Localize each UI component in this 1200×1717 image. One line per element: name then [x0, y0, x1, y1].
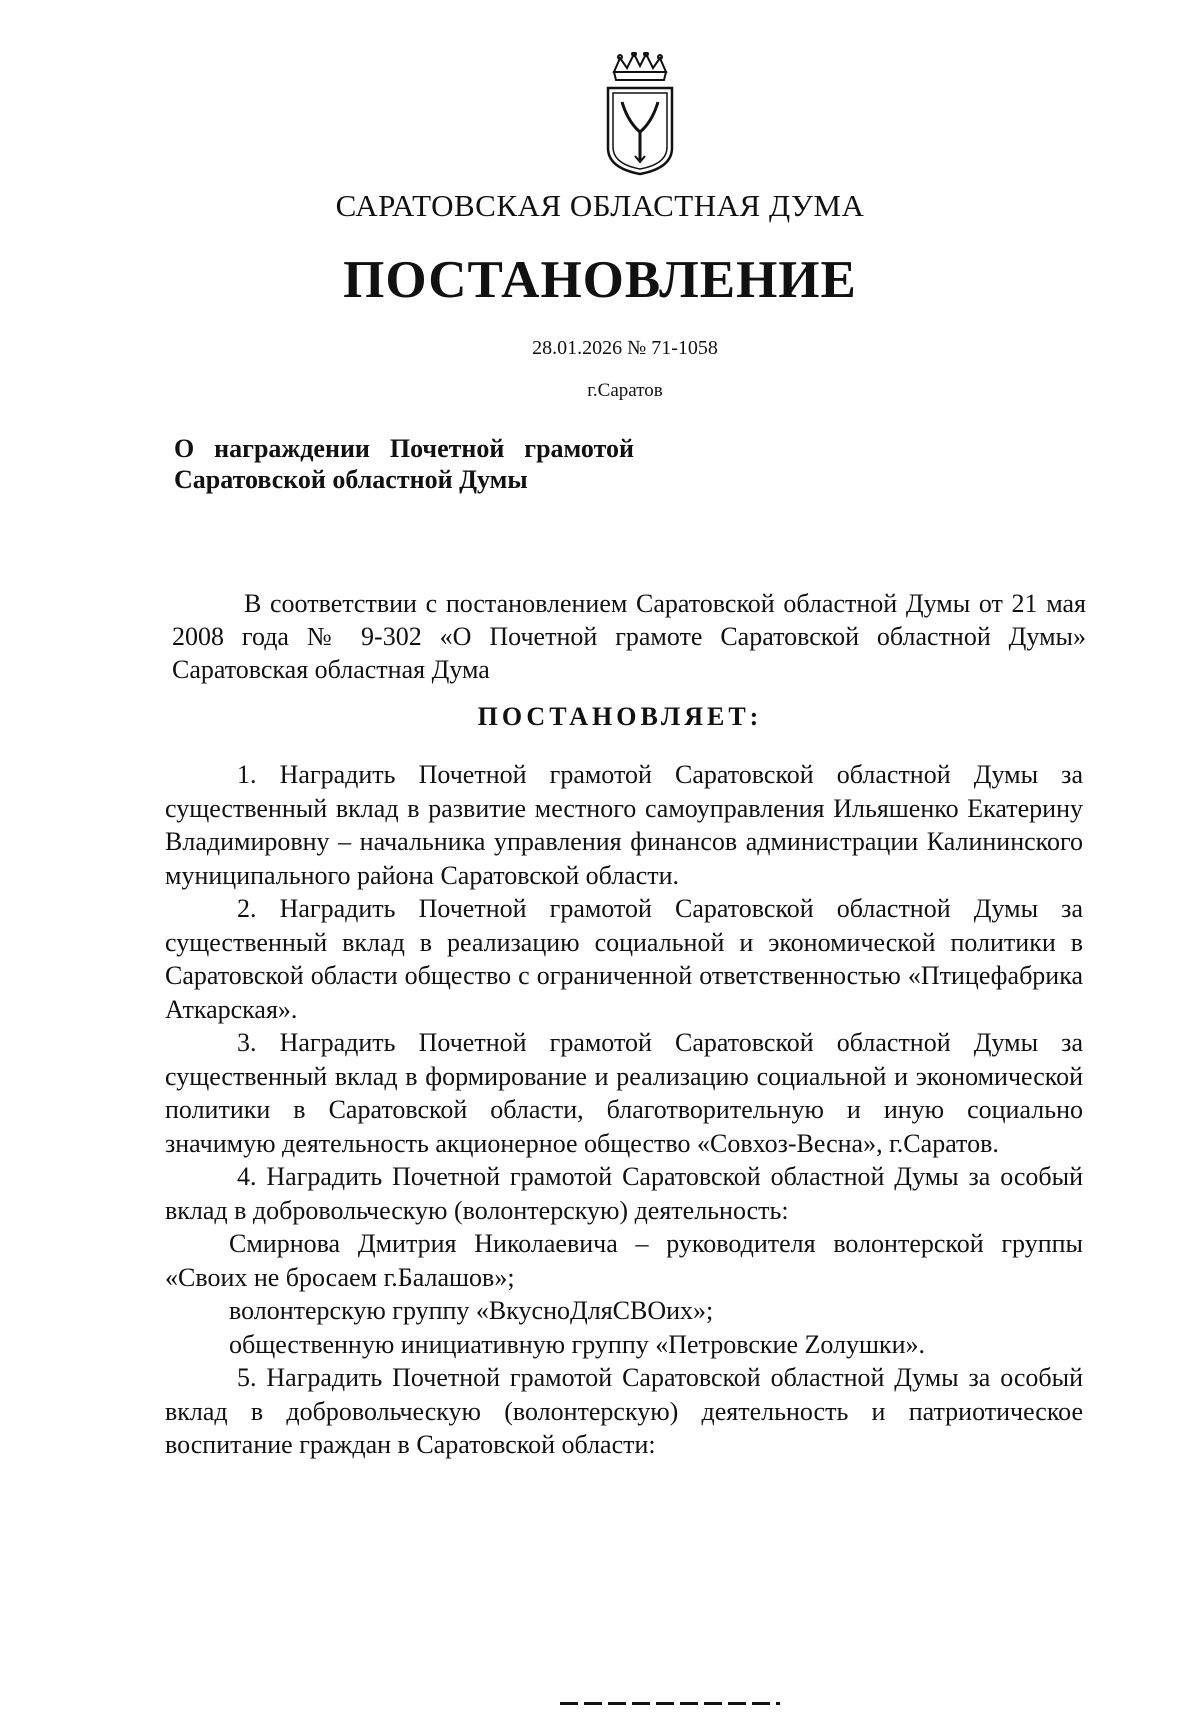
item-4-recipient-2: волонтерскую группу «ВкусноДляСВОих»;: [229, 1296, 714, 1325]
resolution-item-5: 5. Наградить Почетной грамотой Саратовской областной Думы за особый вклад в добровольческую (волонтерскую) деятельность и патриотическое воспитание граждан в Саратовской области:: [165, 1363, 1083, 1459]
resolution-item-2: 2. Наградить Почетной грамотой Саратовской областной Думы за существенный вклад в реализацию социальной и экономической политики в Саратовской области общество с ограниченной ответственностью «Птицефабрика Аткарская».: [165, 894, 1083, 1024]
document-type: ПОСТАНОВЛЕНИЕ: [343, 251, 857, 309]
resolution-item-4: 4. Наградить Почетной грамотой Саратовской областной Думы за особый вклад в добровольческую (волонтерскую) деятельность:: [165, 1162, 1083, 1225]
page-bottom-mark: [560, 1702, 780, 1705]
item-4-recipient-3: общественную инициативную группу «Петровские Zолушки».: [229, 1329, 926, 1359]
preamble-paragraph: В соответствии с постановлением Саратовской областной Думы от 21 мая 2008 года № 9-302 «О Почетной грамоте Саратовской областной Думы» Саратовская областная Дума: [172, 589, 1086, 684]
coat-of-arms-icon: [600, 52, 680, 176]
resolution-item-1: 1. Наградить Почетной грамотой Саратовской областной Думы за существенный вклад в развитие местного самоуправления Ильяшенко Екатерину Владимировну – начальника управления финансов администрации Калининского муниципального района Саратовской области.: [165, 760, 1083, 890]
document-date-number: 28.01.2026 № 71-1058: [532, 337, 718, 359]
resolves-heading: ПОСТАНОВЛЯЕТ:: [477, 702, 763, 731]
item-4-recipient-1: Смирнова Дмитрия Николаевича – руководителя волонтерской группы «Своих не бросаем г.Балашов»;: [165, 1229, 1083, 1292]
document-subject: О награждении Почетной грамотой Саратовской областной Думы: [174, 434, 634, 494]
resolution-item-3: 3. Наградить Почетной грамотой Саратовской областной Думы за существенный вклад в формирование и реализацию социальной и экономической политики в Саратовской области, благотворительную и иную социально значимую деятельность акционерное общество «Совхоз-Весна», г.Саратов.: [165, 1028, 1083, 1158]
resolution-body: [165, 758, 1083, 1462]
organization-name: САРАТОВСКАЯ ОБЛАСТНАЯ ДУМА: [335, 188, 865, 223]
document-city: г.Саратов: [587, 380, 663, 401]
